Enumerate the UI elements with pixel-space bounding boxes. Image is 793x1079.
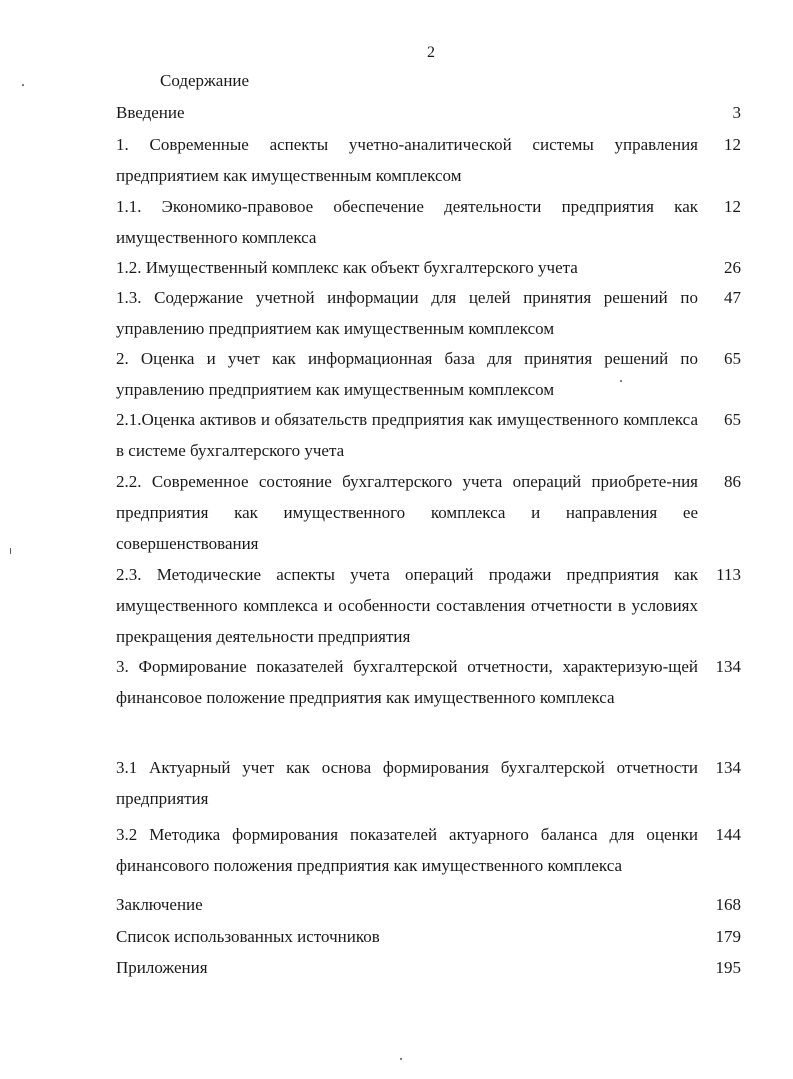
toc-entry-text: Список использованных источников	[116, 927, 380, 946]
page-number: 2	[427, 44, 435, 61]
toc-entry-page: 195	[715, 958, 741, 977]
toc-entry-page: 86	[724, 472, 741, 491]
toc-entry-text: 3. Формирование показателей бухгалтерской отчетности, характеризую-щей финансовое положение предприятия как имущественного комплекса	[116, 657, 698, 707]
toc-entry-text: 1.2. Имущественный комплекс как объект бухгалтерского учета	[116, 258, 578, 277]
toc-entry-text: Приложения	[116, 958, 208, 977]
toc-entry-text: 3.1 Актуарный учет как основа формирования бухгалтерской отчетности предприятия	[116, 758, 698, 808]
toc-entry-page: 12	[724, 135, 741, 154]
toc-entry-text: 2. Оценка и учет как информационная база для принятия решений по управлению предприятием как имущественным комплексом	[116, 349, 698, 399]
toc-entry-page: 3	[732, 103, 741, 122]
toc-entry-page: 179	[715, 927, 741, 946]
toc-entry-page: 65	[724, 349, 741, 368]
toc-entry-text: 2.2. Современное состояние бухгалтерского учета операций приобрете-ния предприятия как имущественного комплекса и направления ее совершенствования	[116, 472, 698, 553]
toc-entry-text: Введение	[116, 103, 185, 122]
toc-entry-text: 3.2 Методика формирования показателей актуарного баланса для оценки финансового положения предприятия как имущественного комплекса	[116, 825, 698, 875]
toc-entry-page: 134	[715, 657, 741, 676]
toc-title: Содержание	[160, 71, 250, 90]
toc-entry-page: 168	[715, 895, 741, 914]
toc-entry-text: Заключение	[116, 895, 203, 914]
toc-entry-page: 26	[724, 258, 741, 277]
toc-entry-page: 12	[724, 197, 741, 216]
toc-entry-text: 1.1. Экономико-правовое обеспечение деятельности предприятия как имущественного комплекса	[116, 197, 698, 247]
toc-entry-text: 1.3. Содержание учетной информации для целей принятия решений по управлению предприятием как имущественным комплексом	[116, 288, 698, 338]
scan-speck	[620, 380, 622, 382]
toc-entry-page: 113	[716, 565, 741, 584]
toc-entry-page: 65	[724, 410, 741, 429]
scan-speck	[10, 548, 11, 554]
toc-entry-text: 2.1.Оценка активов и обязательств предприятия как имущественного комплекса в системе бухгалтерского учета	[116, 410, 698, 460]
toc-entry-text: 1. Современные аспекты учетно-аналитической системы управления предприятием как имущественным комплексом	[116, 135, 698, 185]
toc-entry-text: 2.3. Методические аспекты учета операций продажи предприятия как имущественного комплекса и особенности составления отчетности в условиях прекращения деятельности предприятия	[116, 565, 698, 646]
scan-speck	[400, 1058, 402, 1060]
toc-entry-page: 47	[724, 288, 741, 307]
toc-entry-page: 144	[715, 825, 741, 844]
toc-entry-page: 134	[715, 758, 741, 777]
scan-speck	[22, 84, 24, 86]
